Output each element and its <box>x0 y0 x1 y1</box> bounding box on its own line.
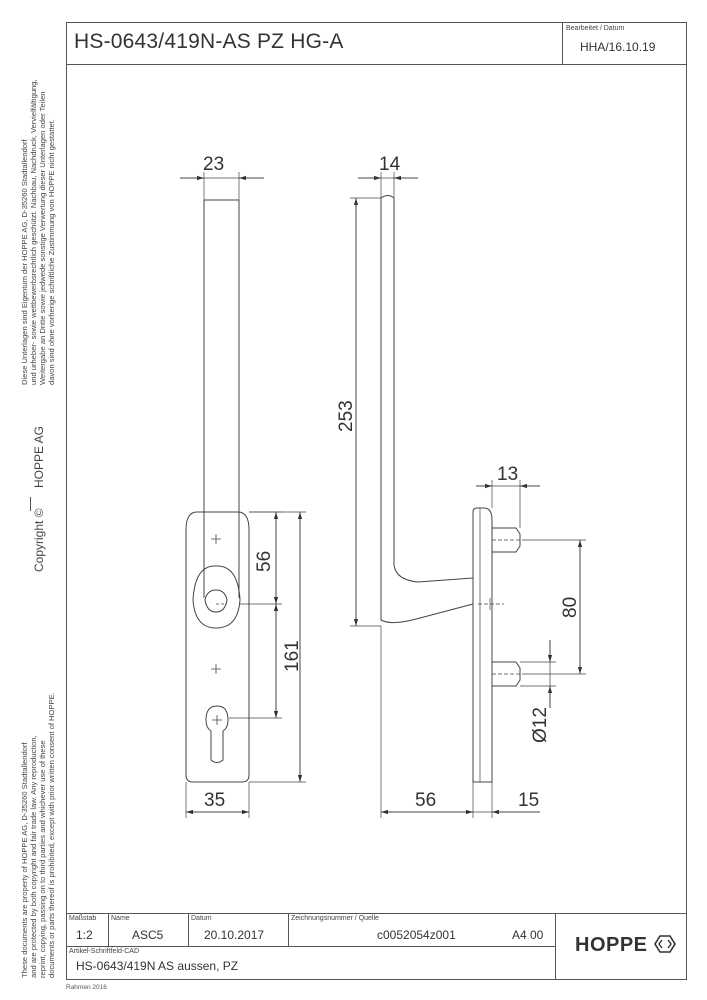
company-name: HOPPE AG <box>32 425 46 488</box>
german-notice-line: davon sind ohne vorherige schriftliche Zustimmung von HOPPE nicht gestattet. <box>47 119 56 385</box>
paper-format: A4 00 <box>512 928 544 942</box>
drawing-title: HS-0643/419N-AS PZ HG-A <box>74 30 344 53</box>
hoppe-logo-text: HOPPE <box>575 934 648 956</box>
date-value: 20.10.2017 <box>204 928 265 942</box>
title-block-mid-line <box>66 946 555 947</box>
dim-spindle-length: 13 <box>497 464 519 485</box>
english-notice-line: documents or parts thereof is prohibited, except with prior written consent of HOPPE. <box>47 692 56 978</box>
drawing-number-value: c0052054z001 <box>377 928 456 942</box>
title-block-div-logo <box>555 913 556 980</box>
german-notice-line: Weitergabe an Dritte sowie jedwede sonstige Verwertung dieser Unterlagen oder Teilen <box>38 91 47 385</box>
copyright-notice: Copyright © <box>32 508 46 572</box>
drawing-number-label: Zeichnungsnummer / Quelle <box>291 915 379 922</box>
title-block-div-2 <box>188 913 189 946</box>
hoppe-logo-mark <box>654 934 676 954</box>
dim-front-width: 23 <box>203 154 225 175</box>
dim-side-width: 14 <box>379 154 401 175</box>
english-notice-line: These documents are property of HOPPE AG, D-35260 Stadtallendorf <box>20 742 29 978</box>
dim-plate-depth: 15 <box>518 790 540 811</box>
edited-label: Bearbeitet / Datum <box>566 25 625 32</box>
english-notice-line: reprint, copying, passing on to third parties and whichever use of these <box>38 740 47 978</box>
article-value: HS-0643/419N AS aussen, PZ <box>76 959 239 973</box>
title-block-top-line <box>66 913 687 914</box>
edited-value: HHA/16.10.19 <box>580 40 656 54</box>
frame-label: Rahmen 2016 <box>66 984 107 991</box>
name-value: ASC5 <box>132 928 164 942</box>
article-label: Artikel-Schriftfeld-CAD <box>69 948 140 955</box>
scale-value: 1:2 <box>76 928 93 942</box>
scale-label: Maßstab <box>69 915 97 922</box>
front-view-handle <box>186 200 249 782</box>
dim-length: 253 <box>336 400 357 432</box>
english-notice-line: and are protected by both copyright and fair trade law. Any reproduction, <box>29 735 38 978</box>
title-block-div-1 <box>108 913 109 946</box>
side-view-handle <box>381 196 522 783</box>
dim-plate-width: 35 <box>204 790 226 811</box>
german-notice-line: Diese Unterlagen sind Eigentum der HOPPE AG, D-35260 Stadtallendorf <box>20 139 29 385</box>
german-notice-line: und urheber- sowie wettbewerbsrechtlich geschützt. Nachbau, Nachdruck, Vervielfältigung, <box>29 79 38 385</box>
name-label: Name <box>111 915 130 922</box>
date-label: Datum <box>191 915 212 922</box>
title-block-div-3 <box>288 913 289 946</box>
dim-plate-upper: 56 <box>254 550 275 572</box>
dim-diameter: Ø12 <box>530 707 551 743</box>
dim-spacing: 80 <box>560 596 581 618</box>
dim-plate-lower: 161 <box>282 640 303 672</box>
dim-projection: 56 <box>415 790 437 811</box>
hoppe-logo <box>575 934 676 957</box>
